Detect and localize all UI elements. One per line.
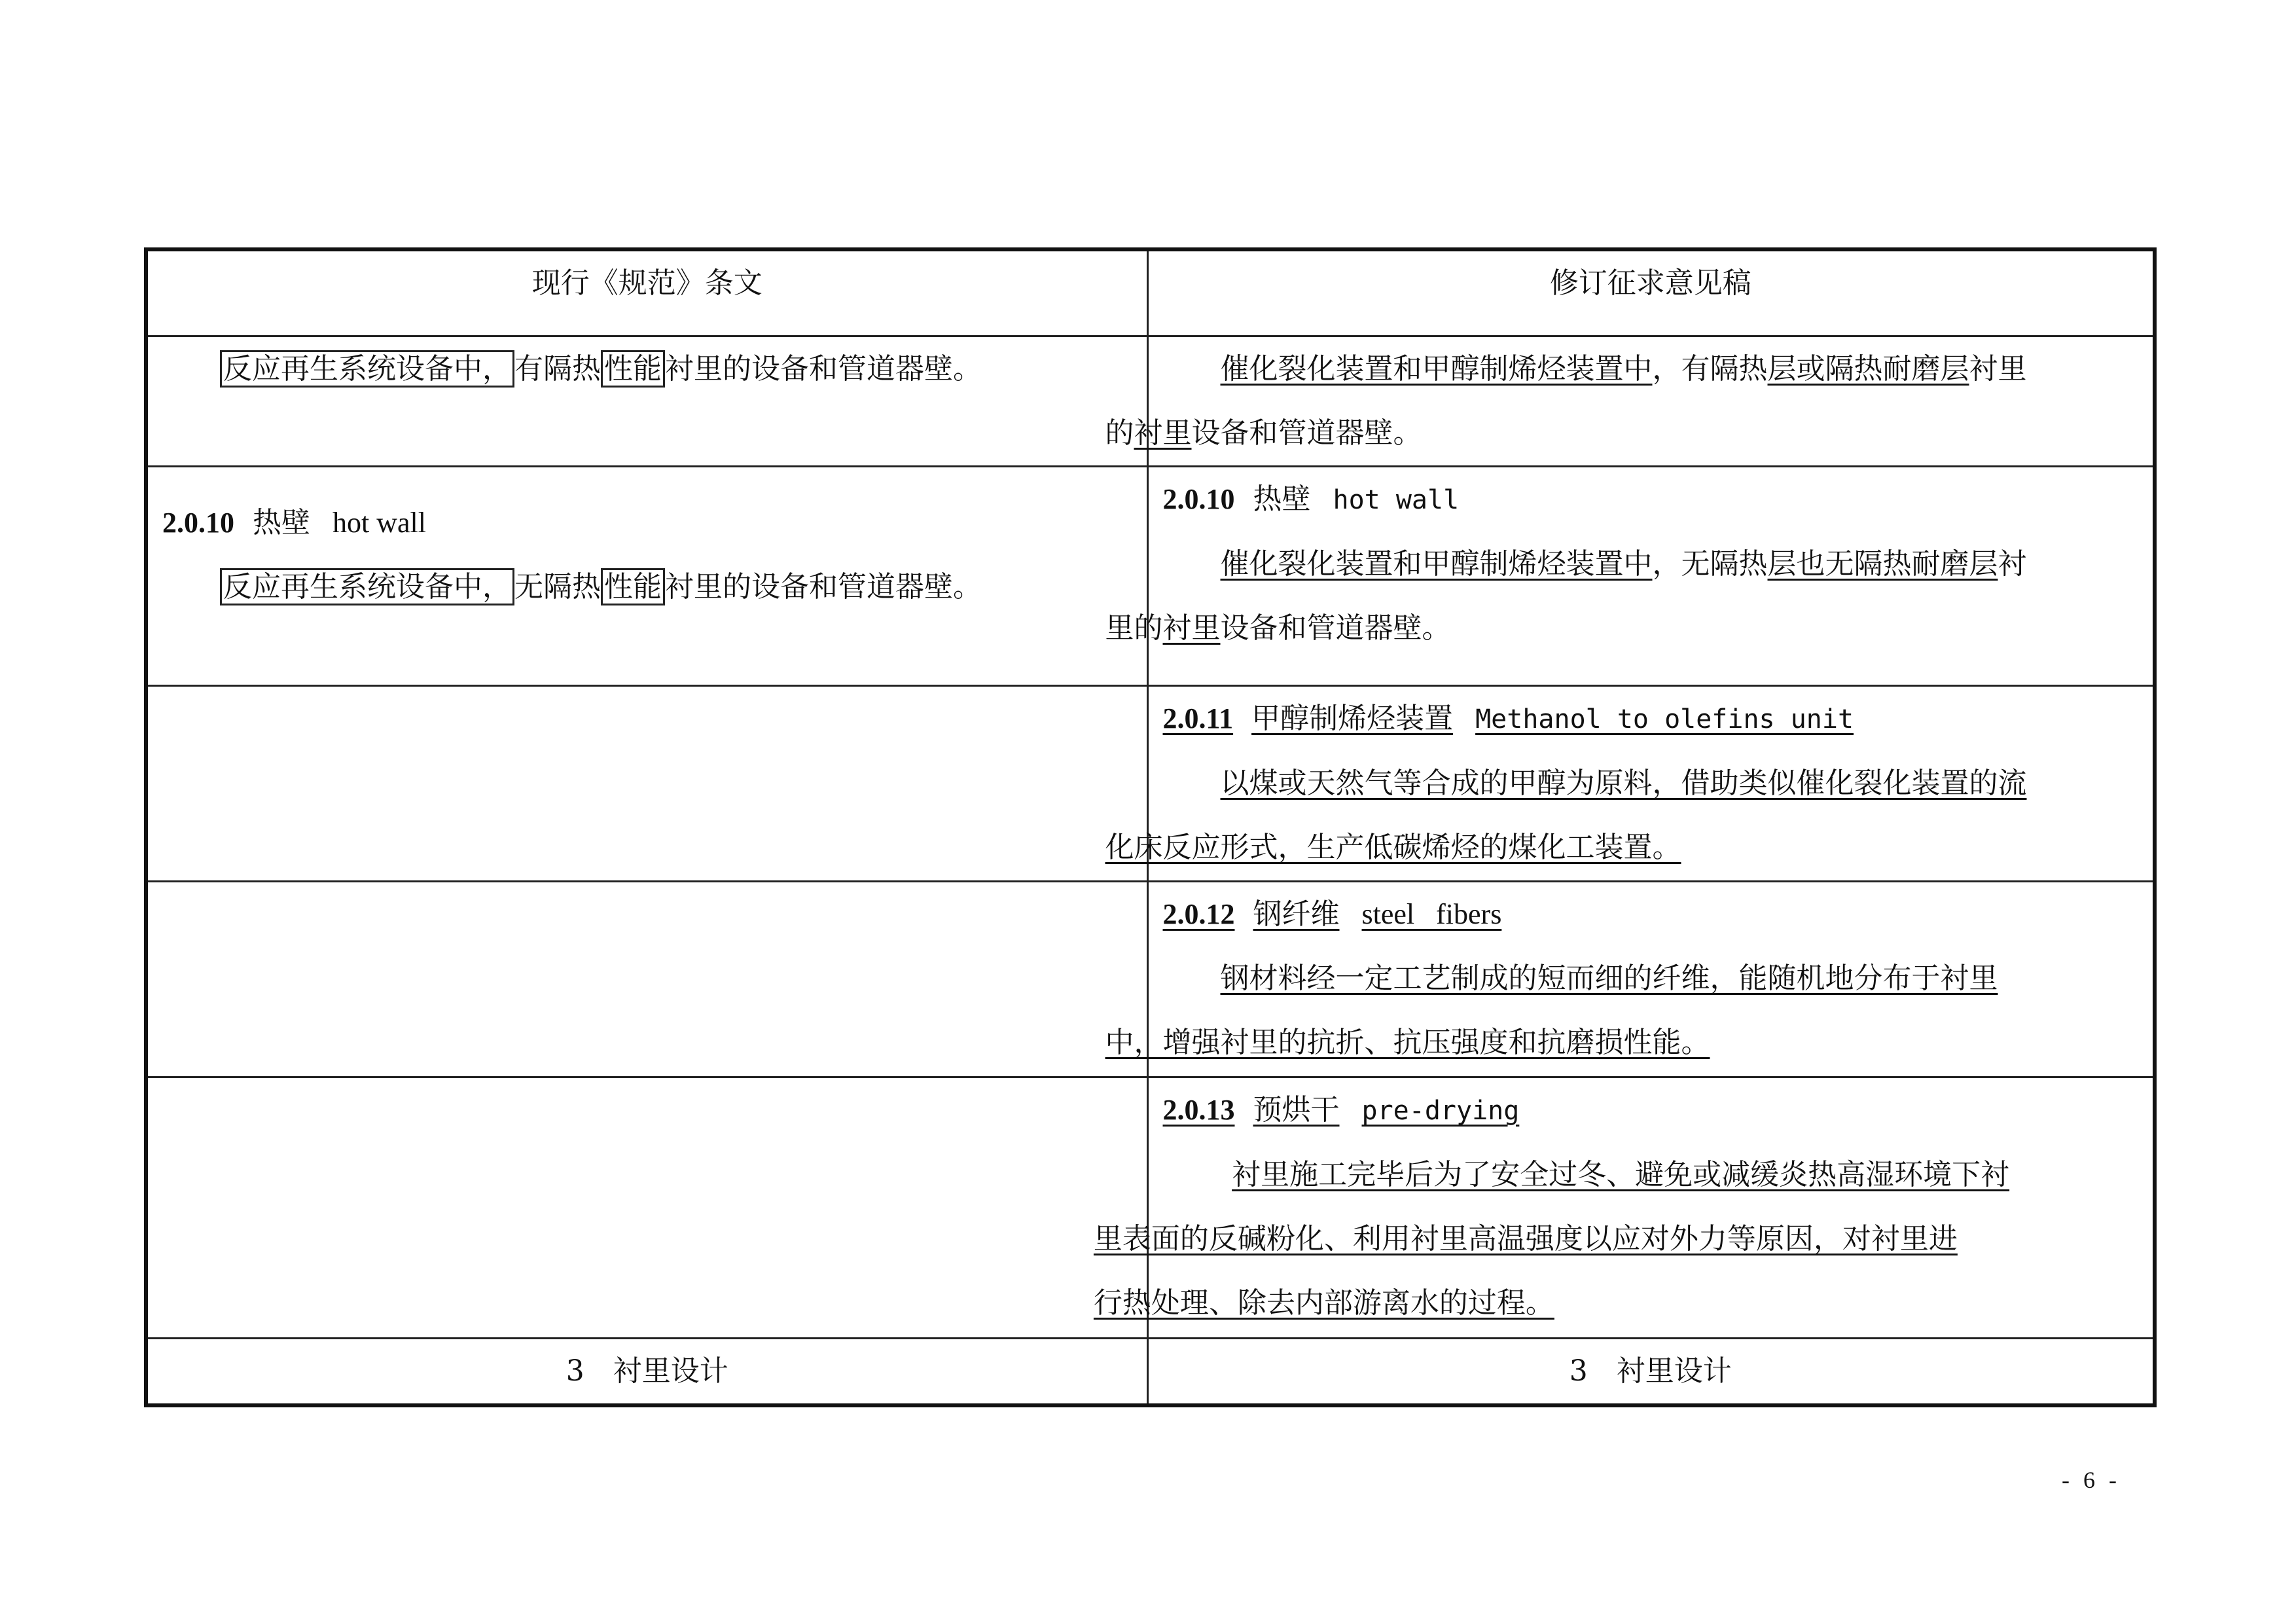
term-heading [1163, 882, 1502, 947]
term-number: 2.0.12 [1162, 898, 1235, 930]
underlined-line: 行热处理、除去内部游离水的过程。 [1093, 1286, 1554, 1320]
table-row [146, 1339, 2155, 1406]
table-header-row [146, 249, 2155, 336]
underlined-line: 衬里施工完毕后为了安全过冬、避免或减缓炎热高湿环境下衬 [1232, 1158, 2010, 1191]
row5-right-text [1093, 1143, 2139, 1335]
underlined-phrase: 层或隔热耐磨层 [1767, 352, 1969, 386]
underlined-phrase: 催化裂化装置和甲醇制烯烃装置中 [1220, 352, 1653, 386]
underlined-phrase: 层也无隔热耐磨层 [1767, 547, 1998, 581]
term-number: 2.0.10 [1162, 483, 1235, 515]
term-english: Methanol to olefins unit [1475, 704, 1854, 734]
chapter-heading-revision: 3 衬里设计 [1147, 1339, 2155, 1406]
row1-left-cell [146, 336, 1147, 467]
underlined-line: 中，增强衬里的抗折、抗压强度和抗磨损性能。 [1105, 1026, 1710, 1059]
text-fragment: ，无隔热 [1652, 547, 1768, 581]
underlined-line: 里表面的反碱粉化、利用衬里高温强度以应对外力等原因，对衬里进 [1093, 1222, 1958, 1255]
term-number: 2.0.11 [1162, 702, 1234, 734]
text-fragment: 衬 [1998, 547, 2027, 581]
row2-right-cell [1105, 467, 2155, 686]
header-revision-draft: 修订征求意见稿 [1147, 249, 2155, 336]
underlined-phrase: 催化裂化装置和甲醇制烯烃装置中 [1220, 547, 1653, 581]
term-english: pre-drying [1361, 1096, 1520, 1126]
boxed-phrase: 反应再生系统设备中， [220, 350, 514, 388]
row2-right-text [1105, 532, 2139, 660]
text-fragment: 设备和管道器壁。 [1220, 611, 1451, 645]
chapter-heading-current: 3 衬里设计 [146, 1339, 1147, 1406]
comparison-table [144, 247, 2157, 1407]
underlined-line: 钢材料经一定工艺制成的短而细的纤维，能随机地分布于衬里 [1220, 962, 1998, 995]
row2-left-cell [146, 467, 1147, 686]
row3-left-cell-empty [146, 686, 1147, 882]
term-english: hot wall [332, 507, 426, 539]
row1-left-text [162, 337, 1132, 401]
table-row [146, 1077, 2155, 1339]
term-english: hot wall [1333, 485, 1460, 515]
row3-right-text [1105, 751, 2139, 880]
text-fragment: 设备和管道器壁。 [1191, 416, 1422, 450]
text-fragment: 无隔热 [514, 570, 601, 604]
underlined-line: 以煤或天然气等合成的甲醇为原料，借助类似催化裂化装置的流 [1220, 767, 2027, 800]
term-number: 2.0.10 [162, 507, 234, 539]
term-heading [1163, 467, 2139, 532]
boxed-phrase: 性能 [601, 568, 665, 605]
row1-right-cell [1105, 336, 2155, 467]
term-chinese: 预烘干 [1253, 1093, 1340, 1127]
text-fragment: 衬里的设备和管道器壁。 [665, 352, 982, 386]
term-chinese: 钢纤维 [1253, 897, 1340, 931]
term-chinese: 甲醇制烯烃装置 [1251, 702, 1454, 735]
text-fragment: 衬里 [1969, 352, 2027, 386]
text-fragment: 有隔热 [514, 352, 601, 386]
table-row [146, 467, 2155, 686]
row4-left-cell-empty [146, 882, 1147, 1077]
text-fragment: 衬里的设备和管道器壁。 [665, 570, 982, 604]
term-number: 2.0.13 [1162, 1094, 1235, 1126]
table-row [146, 336, 2155, 467]
row5-right-cell [1093, 1077, 2155, 1339]
term-chinese: 热壁 [1253, 482, 1311, 516]
term-heading [1163, 687, 1854, 751]
term-english: steel fibers [1361, 898, 1502, 930]
term-chinese: 热壁 [253, 506, 310, 539]
row1-right-text [1105, 337, 2139, 465]
underlined-line: 化床反应形式，生产低碳烯烃的煤化工装置。 [1105, 831, 1681, 864]
text-fragment: ，有隔热 [1652, 352, 1768, 386]
table-row [146, 882, 2155, 1077]
row5-left-cell-empty [146, 1077, 1147, 1339]
boxed-phrase: 性能 [601, 350, 665, 388]
underlined-phrase: 衬里 [1162, 611, 1221, 645]
page-number: - 6 - [2062, 1467, 2121, 1493]
underlined-phrase: 衬里 [1134, 416, 1192, 450]
text-fragment: 的 [1105, 416, 1134, 450]
term-heading [1163, 1078, 1520, 1143]
row4-right-cell [1105, 882, 2155, 1077]
row4-right-text [1105, 947, 2139, 1075]
table-row [146, 686, 2155, 882]
row3-right-cell [1105, 686, 2155, 882]
header-current-spec: 现行《规范》条文 [146, 249, 1147, 336]
text-fragment: 里的 [1105, 611, 1163, 645]
boxed-phrase: 反应再生系统设备中， [220, 568, 514, 605]
term-heading [162, 491, 1132, 555]
row2-left-text [162, 555, 1132, 619]
